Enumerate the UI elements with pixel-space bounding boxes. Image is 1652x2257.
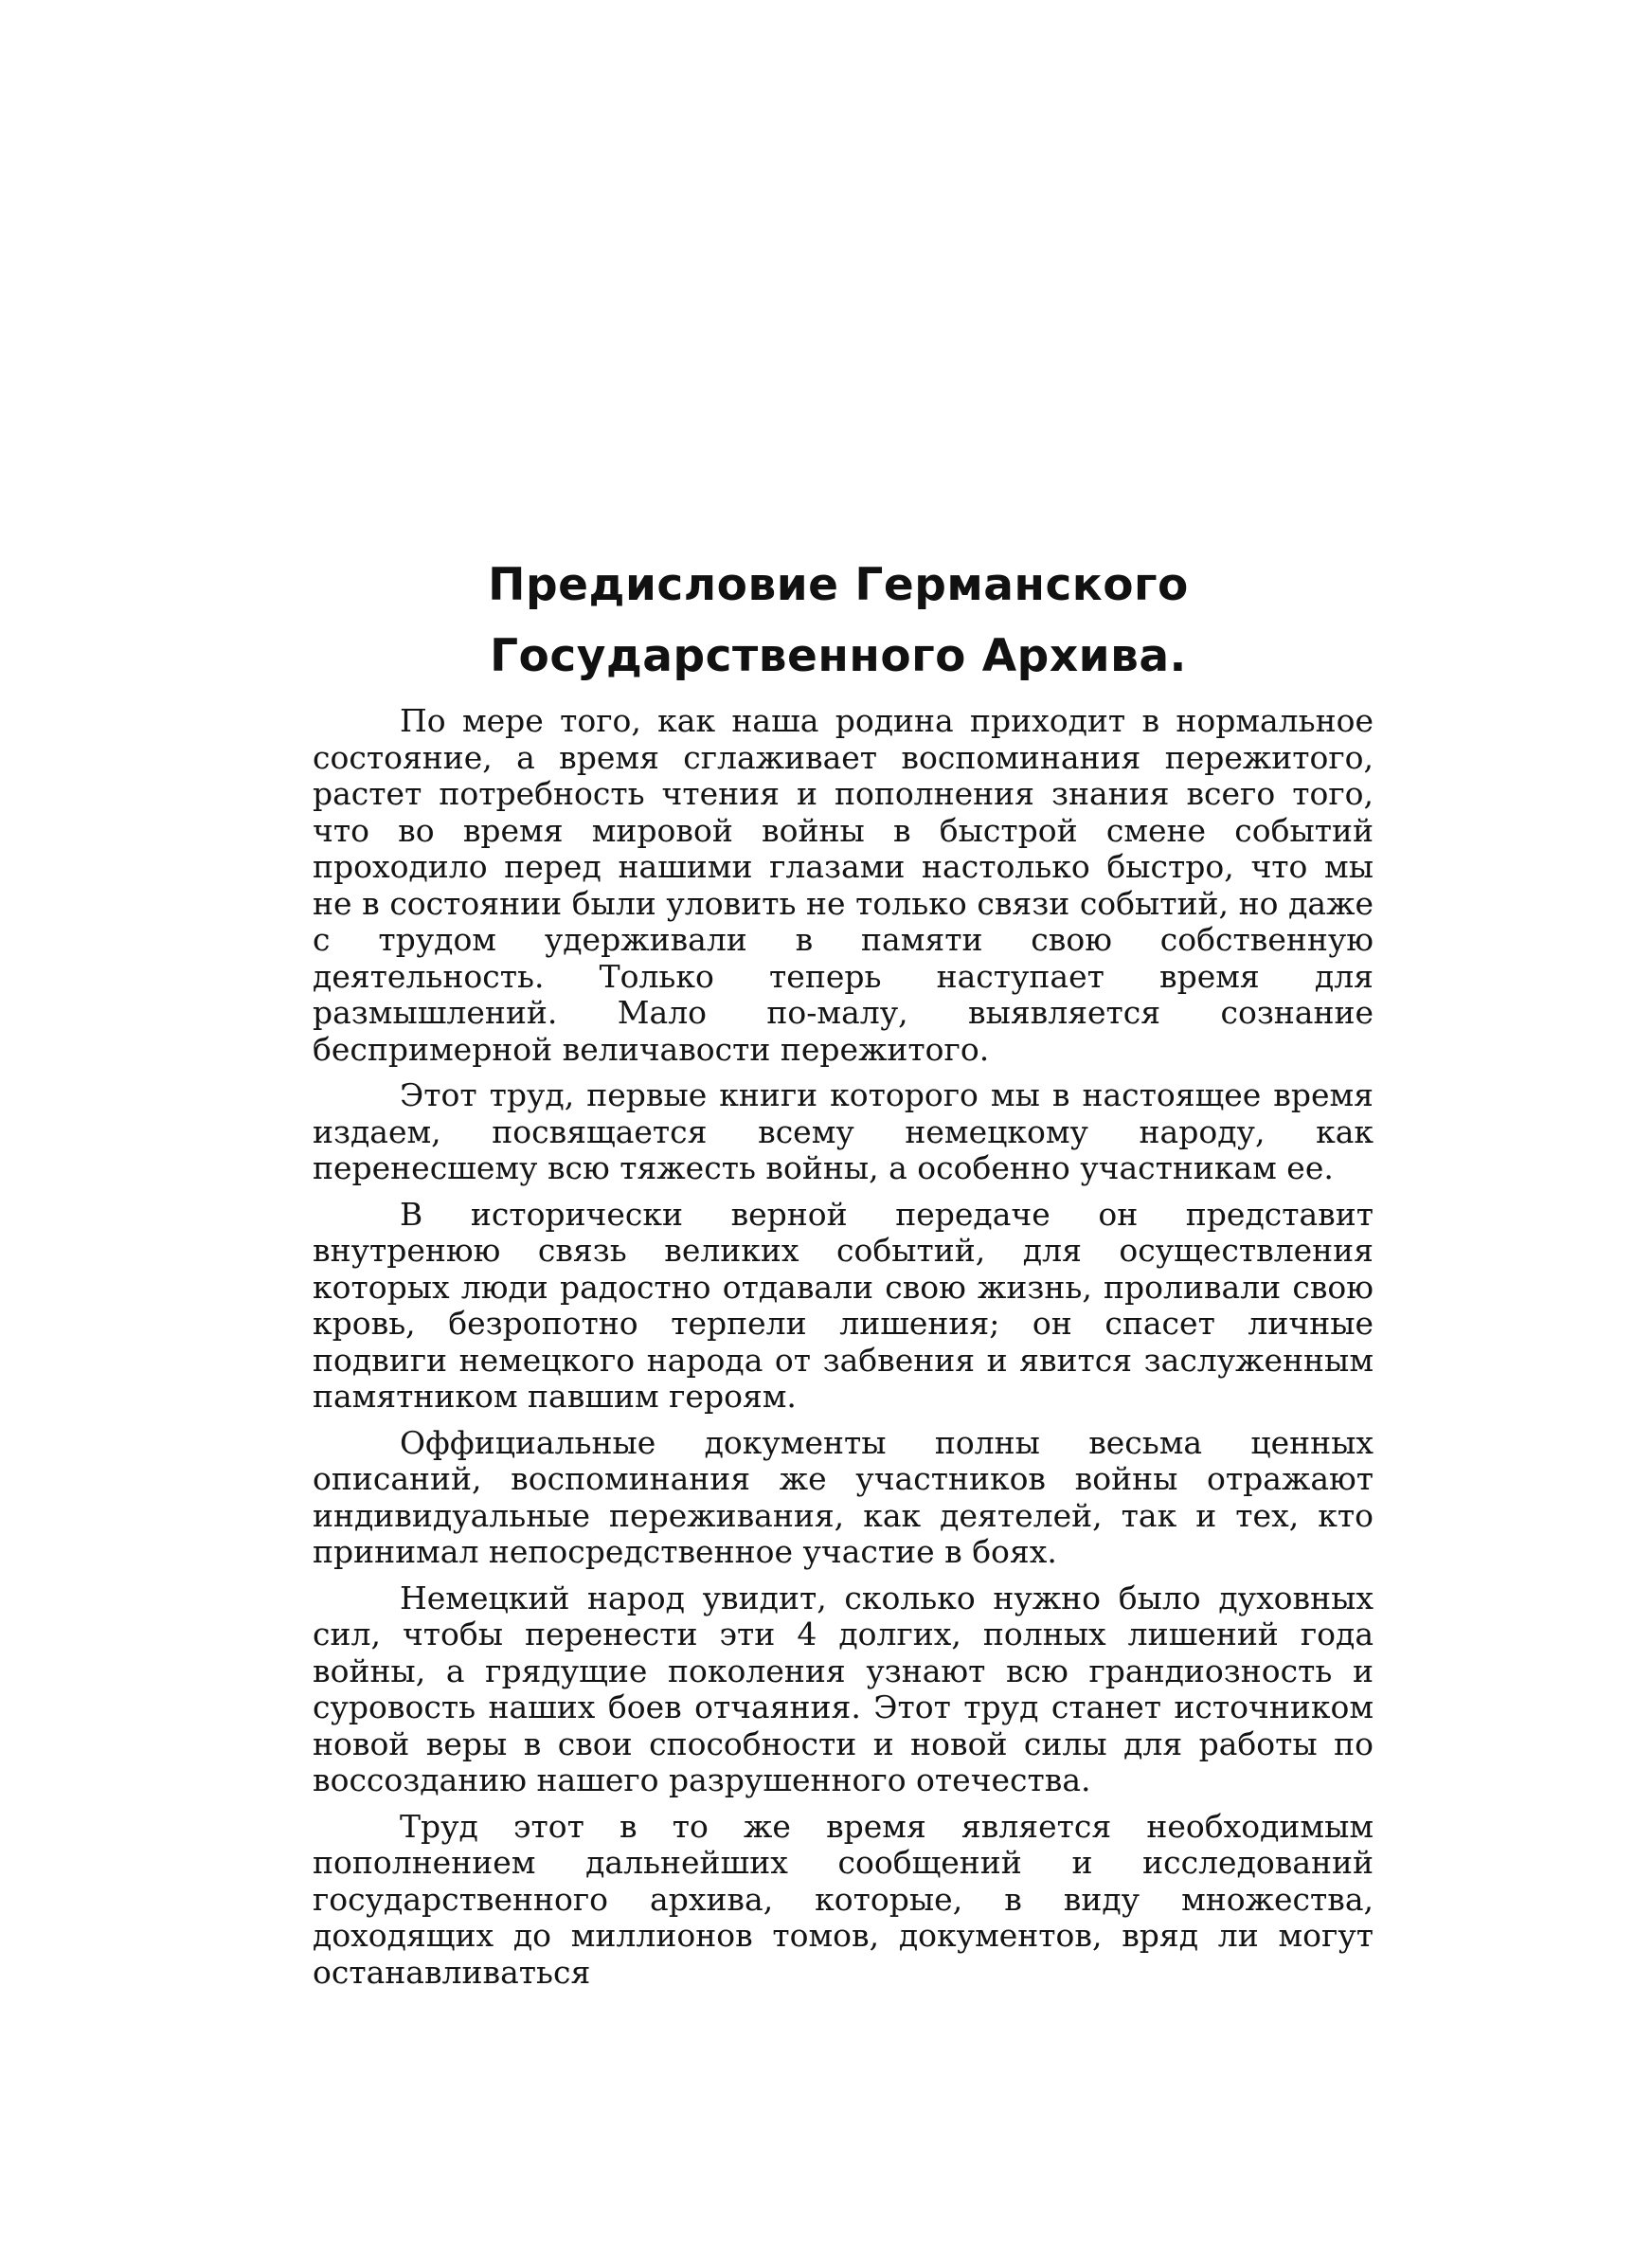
paragraph-6: Труд этот в то же время является необходимым пополнением дальнейших сообщений и исследований государственного архива, которые, в виду множества, доходящих до миллионов томов, документов, вряд ли могут останавливаться — [313, 1807, 1374, 1991]
paragraph-4: Оффициальные документы полны весьма ценных описаний, воспоминания же участников войны отражают индивидуальные переживания, как деятелей, так и тех, кто принимал непосредственное участие в боях. — [313, 1423, 1374, 1570]
paragraph-2: Этот труд, первые книги которого мы в настоящее время издаем, посвящается всему немецкому народу, как перенесшему всю тяжесть войны, а особенно участникам ее. — [313, 1076, 1374, 1186]
page-title: Предисловие Германского Государственного Архива. — [488, 559, 1189, 682]
paragraph-5: Немецкий народ увидит, сколько нужно было духовных сил, чтобы перенести эти 4 долгих, полных лишений года войны, а грядущие поколения узнают всю грандиозность и суровость наших боев отчаяния. Этот труд станет источником новой веры в свои способности и новой силы для работы по воссозданию нашего разрушенного отечества. — [313, 1579, 1374, 1798]
paragraph-1: По мере того, как наша родина приходит в нормальное состояние, а время сглаживает воспоминания пережитого, растет потребность чтения и пополнения знания всего того, что во время мировой войны в быстрой смене событий проходило перед нашими глазами настолько быстро, что мы не в состоянии были уловить не только связи событий, но даже с трудом удерживали в памяти свою собственную деятельность. Только теперь наступает время для размышлений. Мало по-малу, выявляется сознание беспримерной величавости пережитого. — [313, 702, 1374, 1068]
paragraph-3: В исторически верной передаче он представит внутренюю связь великих событий, для осуществления которых люди радостно отдавали свою жизнь, проливали свою кровь, безропотно терпели лишения; он спасет личные подвиги немецкого народа от забвения и явится заслуженным памятником павшим героям. — [313, 1195, 1374, 1415]
body-text — [313, 703, 1374, 2000]
